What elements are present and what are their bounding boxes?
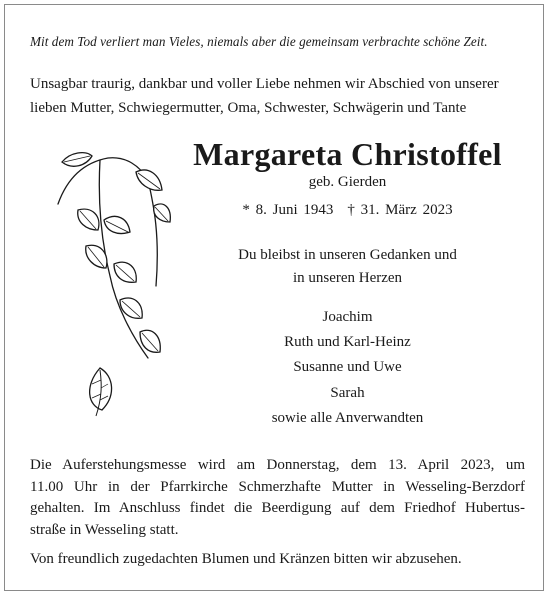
falling-leaf-icon: [82, 366, 118, 418]
death-date: † 31. März 2023: [347, 202, 453, 218]
service-line: 11.00 Uhr in der Pfarrkirche Schmerzhafte Mutter in Wesseling-Berzdorf: [30, 478, 525, 495]
mourner-name: Joachim: [322, 309, 373, 325]
deceased-name: Margareta Christoffel: [193, 136, 502, 172]
quote-line: in unseren Herzen: [292, 270, 403, 286]
mourner-name: sowie alle Anverwandten: [271, 409, 424, 426]
birth-date: * 8. Juni 1943: [242, 202, 334, 218]
quote-line: Du bleibst in unseren Gedanken und: [238, 247, 457, 263]
life-dates: [180, 199, 515, 221]
intro-text: [30, 72, 525, 120]
intro-line: Unsagbar traurig, dankbar und voller Liebe nehmen wir Abschied von unserer: [30, 76, 499, 92]
mourner-name: Sarah: [330, 384, 365, 401]
mourners-list: [180, 305, 515, 431]
memorial-quote: [180, 244, 515, 290]
motto: Mit dem Tod verliert man Vieles, niemals aber die gemeinsam verbrachte schöne Zeit.: [30, 34, 488, 49]
service-line: straße in Wesseling statt.: [30, 521, 179, 538]
service-line: Die Auferstehungsmesse wird am Donnerstag, dem 13. April 2023, um: [30, 457, 525, 473]
service-info: [30, 455, 525, 541]
mourner-name: Ruth und Karl-Heinz: [284, 334, 411, 351]
flower-request: Von freundlich zugedachten Blumen und Kränzen bitten wir abzusehen.: [30, 551, 462, 567]
leaf-branch-icon: [56, 146, 174, 372]
service-line: gehalten. Im Anschluss findet die Beerdigung auf dem Friedhof Hubertus-: [30, 500, 525, 516]
intro-line: lieben Mutter, Schwiegermutter, Oma, Schwester, Schwägerin und Tante: [30, 100, 467, 116]
maiden-name: geb. Gierden: [308, 174, 387, 190]
mourner-name: Susanne und Uwe: [293, 359, 402, 376]
